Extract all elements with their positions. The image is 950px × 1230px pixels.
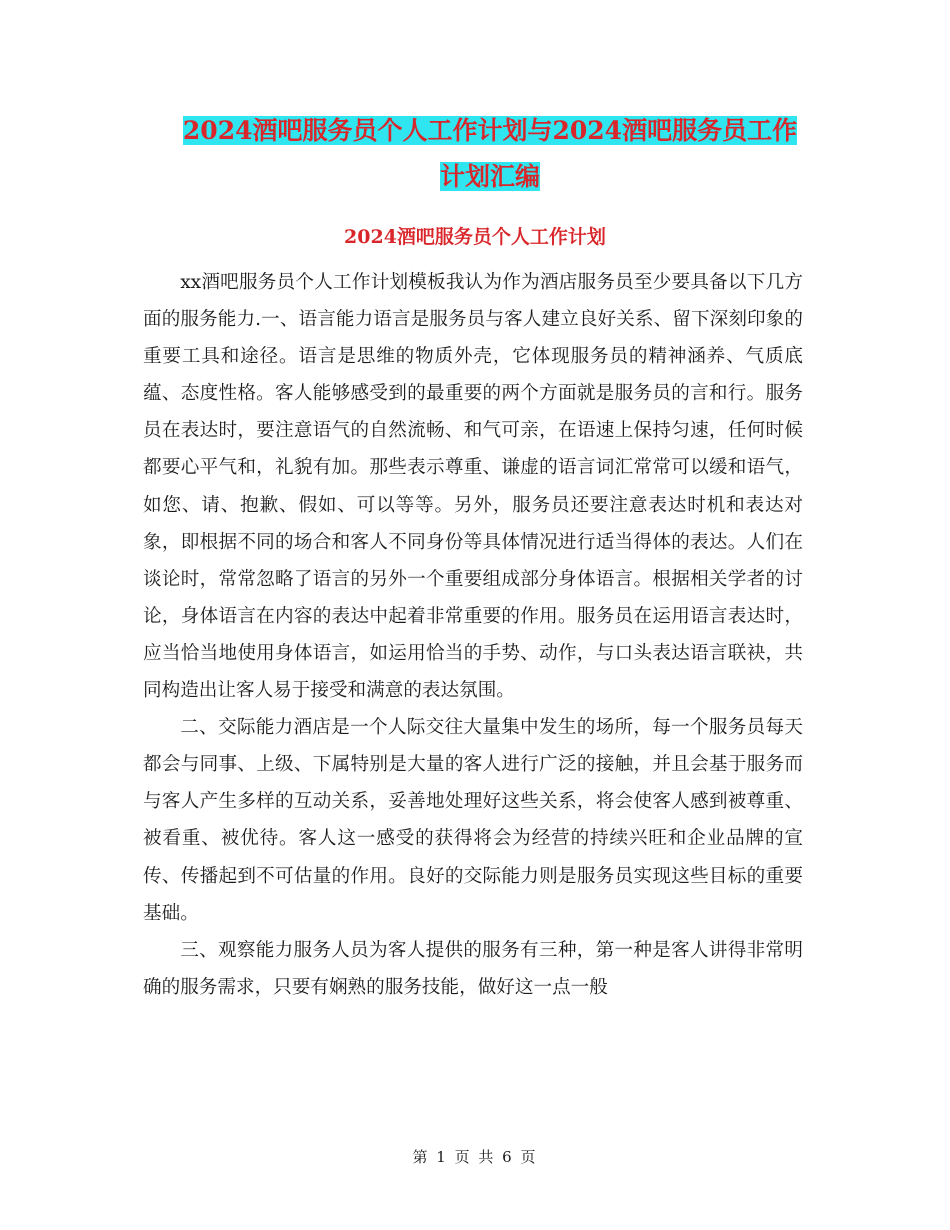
document-title-line-1: 2024酒吧服务员个人工作计划与2024酒吧服务员工作 bbox=[182, 116, 798, 145]
document-title bbox=[140, 108, 840, 200]
paragraph-1: xx酒吧服务员个人工作计划模板我认为作为酒店服务员至少要具备以下几方面的服务能力.一、语言能力语言是服务员与客人建立良好关系、留下深刻印象的重要工具和途径。语言是思维的物质外壳，它体现服务员的精神涵养、气质底蕴、态度性格。客人能够感受到的最重要的两个方面就是服务员的言和行。服务员在表达时，要注意语气的自然流畅、和气可亲，在语速上保持匀速，任何时候都要心平气和，礼貌有加。那些表示尊重、谦虚的语言词汇常常可以缓和语气，如您、请、抱歉、假如、可以等等。另外，服务员还要注意表达时机和表达对象，即根据不同的场合和客人不同身份等具体情况进行适当得体的表达。人们在谈论时，常常忽略了语言的另外一个重要组成部分身体语言。根据相关学者的讨论，身体语言在内容的表达中起着非常重要的作用。服务员在运用语言表达时，应当恰当地使用身体语言，如运用恰当的手势、动作，与口头表达语言联袂，共同构造出让客人易于接受和满意的表达氛围。 bbox=[143, 272, 803, 702]
page-number-footer: 第 1 页 共 6 页 bbox=[412, 1148, 538, 1166]
section-title: 2024酒吧服务员个人工作计划 bbox=[344, 226, 606, 248]
body-text bbox=[143, 264, 803, 1006]
paragraph-2: 二、交际能力酒店是一个人际交往大量集中发生的场所，每一个服务员每天都会与同事、上级、下属特别是大量的客人进行广泛的接触，并且会基于服务而与客人产生多样的互动关系，妥善地处理好这些关系，将会使客人感到被尊重、被看重、被优待。客人这一感受的获得将会为经营的持续兴旺和企业品牌的宣传、传播起到不可估量的作用。良好的交际能力则是服务员实现这些目标的重要基础。 bbox=[143, 717, 803, 924]
paragraph-3: 三、观察能力服务人员为客人提供的服务有三种，第一种是客人讲得非常明确的服务需求，只要有娴熟的服务技能，做好这一点一般 bbox=[143, 939, 803, 998]
document-title-line-2: 计划汇编 bbox=[439, 162, 540, 191]
